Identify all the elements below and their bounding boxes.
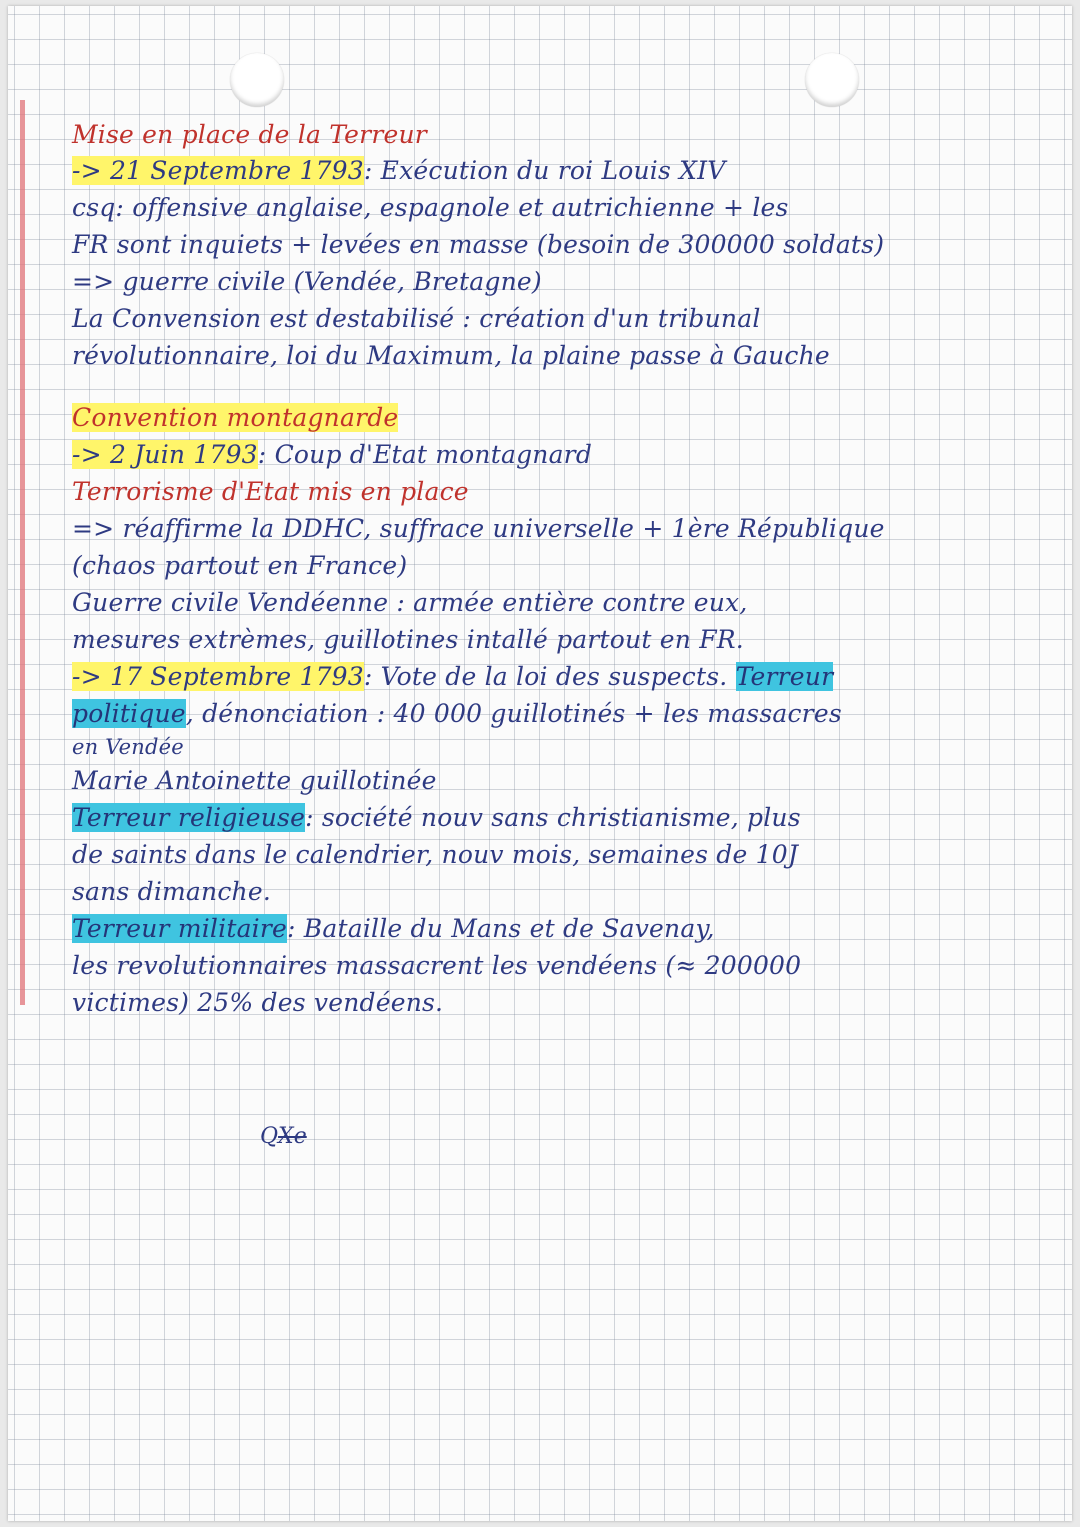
date-highlight: -> 2 Juin 1793: [72, 440, 258, 469]
note-line: Marie Antoinette guillotinée: [72, 766, 437, 795]
note-line: victimes) 25% des vendéens.: [72, 988, 444, 1017]
tag-militaire-highlight: Terreur militaire: [72, 914, 288, 943]
tag-religieuse-highlight: Terreur religieuse: [72, 803, 306, 832]
doodle-scribble: [260, 1124, 307, 1149]
doodle-crossed: Xe: [278, 1124, 307, 1149]
note-line: (chaos partout en France): [72, 551, 408, 580]
note-line: les revolutionnaires massacrent les vendéens (≈ 200000: [72, 951, 802, 980]
punch-hole-left: [230, 53, 284, 107]
margin-line: [20, 100, 25, 1005]
title-highlight: Convention montagnarde: [72, 403, 399, 432]
section-title-montagnarde: [72, 403, 1072, 433]
note-line: Terrorisme d'Etat mis en place: [72, 477, 469, 506]
note-line: en Vendée: [72, 735, 184, 759]
note-line: de saints dans le calendrier, nouv mois, semaines de 10J: [72, 840, 799, 869]
note-line: révolutionnaire, loi du Maximum, la plaine passe à Gauche: [72, 341, 830, 370]
note-line: Guerre civile Vendéenne : armée entière contre eux,: [72, 588, 748, 617]
tag-politique-highlight: politique: [72, 699, 186, 728]
note-text: : Bataille du Mans et de Savenay,: [287, 914, 715, 943]
note-text: : société nouv sans christianisme, plus: [305, 803, 801, 832]
date-highlight: -> 21 Septembre 1793: [72, 156, 364, 185]
tag-terreur-highlight: Terreur: [735, 662, 834, 691]
note-line: csq: offensive anglaise, espagnole et autrichienne + les: [72, 193, 789, 222]
note-line: mesures extrèmes, guillotines intallé partout en FR.: [72, 625, 744, 654]
section-title-terreur: Mise en place de la Terreur: [72, 120, 427, 149]
note-text: : Exécution du roi Louis XIV: [363, 156, 726, 185]
note-line: [72, 156, 1072, 186]
note-line: => guerre civile (Vendée, Bretagne): [72, 267, 542, 296]
punch-hole-right: [805, 53, 859, 107]
note-line: [72, 803, 1072, 833]
note-line: sans dimanche.: [72, 877, 271, 906]
note-text: : Vote de la loi des suspects.: [363, 662, 728, 691]
note-line: [72, 662, 1072, 692]
note-text: : Coup d'Etat montagnard: [257, 440, 593, 469]
notebook-page: [8, 6, 1072, 1521]
date-highlight: -> 17 Septembre 1793: [72, 662, 364, 691]
note-line: FR sont inquiets + levées en masse (besoin de 300000 soldats): [72, 230, 885, 259]
note-line: [72, 440, 1072, 470]
note-line: [72, 699, 1072, 729]
note-line: => réaffirme la DDHC, suffrace universelle + 1ère République: [72, 514, 885, 543]
doodle-letter: Q: [260, 1124, 279, 1149]
note-text: , dénonciation : 40 000 guillotinés + les massacres: [185, 699, 842, 728]
note-line: [72, 914, 1072, 944]
note-line: La Convension est destabilisé : création d'un tribunal: [72, 304, 761, 333]
